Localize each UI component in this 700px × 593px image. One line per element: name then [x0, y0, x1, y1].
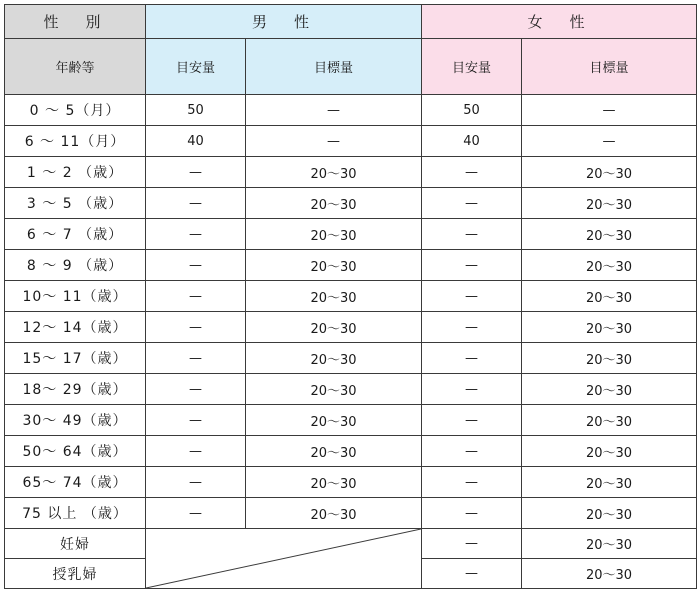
table-row	[5, 498, 697, 529]
age-cell: 18～ 29（歳）	[5, 374, 146, 405]
table-row	[5, 405, 697, 436]
table-row	[5, 312, 697, 343]
age-cell: 30～ 49（歳）	[5, 405, 146, 436]
age-cell: 10～ 11（歳）	[5, 281, 146, 312]
male-tentative-goal-cell: 20～30	[246, 405, 422, 436]
female-adequate-intake-cell: —	[422, 529, 522, 559]
age-cell: 6 ～ 7 （歳）	[5, 219, 146, 250]
age-cell: 15～ 17（歳）	[5, 343, 146, 374]
diagonal-line	[146, 529, 421, 588]
female-header: 女 性	[422, 5, 697, 39]
female-tentative-goal-cell: 20～30	[522, 467, 697, 498]
male-tentative-goal-cell: 20～30	[246, 281, 422, 312]
age-cell: 1 ～ 2 （歳）	[5, 157, 146, 188]
fiber-intake-table	[4, 4, 697, 589]
female-tentative-goal-cell: 20～30	[522, 157, 697, 188]
female-tentative-goal-cell: 20～30	[522, 250, 697, 281]
male-adequate-intake-cell: —	[146, 467, 246, 498]
female-tentative-goal-cell: —	[522, 126, 697, 157]
pregnant-row	[5, 529, 697, 559]
female-tentative-goal-cell: 20～30	[522, 529, 697, 559]
female-adequate-intake-cell: —	[422, 343, 522, 374]
female-tentative-goal-cell: 20～30	[522, 312, 697, 343]
age-cell: 0 ～ 5（月）	[5, 95, 146, 126]
male-adequate-intake-header: 目安量	[146, 39, 246, 95]
female-tentative-goal-cell: 20～30	[522, 498, 697, 529]
female-tentative-goal-cell: 20～30	[522, 219, 697, 250]
male-tentative-goal-cell: 20～30	[246, 436, 422, 467]
female-adequate-intake-cell: —	[422, 281, 522, 312]
female-adequate-intake-cell: —	[422, 250, 522, 281]
male-adequate-intake-cell: 50	[146, 95, 246, 126]
lactating-label-cell: 授乳婦	[5, 559, 146, 589]
male-adequate-intake-cell: —	[146, 405, 246, 436]
female-adequate-intake-cell: —	[422, 374, 522, 405]
male-header: 男 性	[146, 5, 422, 39]
table-row	[5, 188, 697, 219]
female-tentative-goal-header: 目標量	[522, 39, 697, 95]
table-row	[5, 467, 697, 498]
male-tentative-goal-cell: 20～30	[246, 312, 422, 343]
not-applicable-diagonal-cell	[146, 529, 422, 589]
female-adequate-intake-cell: 50	[422, 95, 522, 126]
male-adequate-intake-cell: —	[146, 498, 246, 529]
table-row	[5, 436, 697, 467]
female-tentative-goal-cell: 20～30	[522, 405, 697, 436]
female-adequate-intake-cell: —	[422, 219, 522, 250]
male-tentative-goal-cell: —	[246, 126, 422, 157]
age-cell: 3 ～ 5 （歳）	[5, 188, 146, 219]
male-adequate-intake-cell: —	[146, 188, 246, 219]
sex-label-cell: 性 別	[5, 5, 146, 39]
male-tentative-goal-header: 目標量	[246, 39, 422, 95]
female-tentative-goal-cell: 20～30	[522, 436, 697, 467]
female-adequate-intake-cell: —	[422, 405, 522, 436]
table-row	[5, 126, 697, 157]
male-tentative-goal-cell: 20～30	[246, 467, 422, 498]
female-adequate-intake-cell: —	[422, 312, 522, 343]
female-tentative-goal-cell: —	[522, 95, 697, 126]
female-adequate-intake-cell: —	[422, 498, 522, 529]
female-tentative-goal-cell: 20～30	[522, 188, 697, 219]
table-row	[5, 219, 697, 250]
table-row	[5, 281, 697, 312]
female-tentative-goal-cell: 20～30	[522, 559, 697, 589]
female-adequate-intake-cell: —	[422, 188, 522, 219]
male-tentative-goal-cell: 20～30	[246, 498, 422, 529]
table-row	[5, 343, 697, 374]
table-row	[5, 157, 697, 188]
age-cell: 6 ～ 11（月）	[5, 126, 146, 157]
table-row	[5, 250, 697, 281]
male-tentative-goal-cell: 20～30	[246, 343, 422, 374]
age-cell: 12～ 14（歳）	[5, 312, 146, 343]
table-row	[5, 95, 697, 126]
male-adequate-intake-cell: —	[146, 157, 246, 188]
male-tentative-goal-cell: 20～30	[246, 374, 422, 405]
male-adequate-intake-cell: —	[146, 219, 246, 250]
male-tentative-goal-cell: 20～30	[246, 157, 422, 188]
male-adequate-intake-cell: —	[146, 436, 246, 467]
female-adequate-intake-cell: —	[422, 467, 522, 498]
header-row-sex	[5, 5, 697, 39]
table-row	[5, 374, 697, 405]
male-tentative-goal-cell: 20～30	[246, 250, 422, 281]
male-tentative-goal-cell: 20～30	[246, 219, 422, 250]
male-adequate-intake-cell: —	[146, 281, 246, 312]
age-label-cell: 年齢等	[5, 39, 146, 95]
female-adequate-intake-cell: —	[422, 559, 522, 589]
age-cell: 50～ 64（歳）	[5, 436, 146, 467]
male-tentative-goal-cell: 20～30	[246, 188, 422, 219]
male-adequate-intake-cell: —	[146, 312, 246, 343]
male-adequate-intake-cell: —	[146, 343, 246, 374]
female-adequate-intake-cell: 40	[422, 126, 522, 157]
header-row-sub	[5, 39, 697, 95]
fiber-intake-table-container	[4, 4, 696, 589]
female-adequate-intake-header: 目安量	[422, 39, 522, 95]
male-adequate-intake-cell: 40	[146, 126, 246, 157]
age-cell: 65～ 74（歳）	[5, 467, 146, 498]
age-cell: 75 以上 （歳）	[5, 498, 146, 529]
female-adequate-intake-cell: —	[422, 157, 522, 188]
female-tentative-goal-cell: 20～30	[522, 343, 697, 374]
age-rows	[5, 95, 697, 589]
female-tentative-goal-cell: 20～30	[522, 374, 697, 405]
male-adequate-intake-cell: —	[146, 250, 246, 281]
female-tentative-goal-cell: 20～30	[522, 281, 697, 312]
age-cell: 8 ～ 9 （歳）	[5, 250, 146, 281]
female-adequate-intake-cell: —	[422, 436, 522, 467]
male-tentative-goal-cell: —	[246, 95, 422, 126]
pregnant-label-cell: 妊婦	[5, 529, 146, 559]
male-adequate-intake-cell: —	[146, 374, 246, 405]
